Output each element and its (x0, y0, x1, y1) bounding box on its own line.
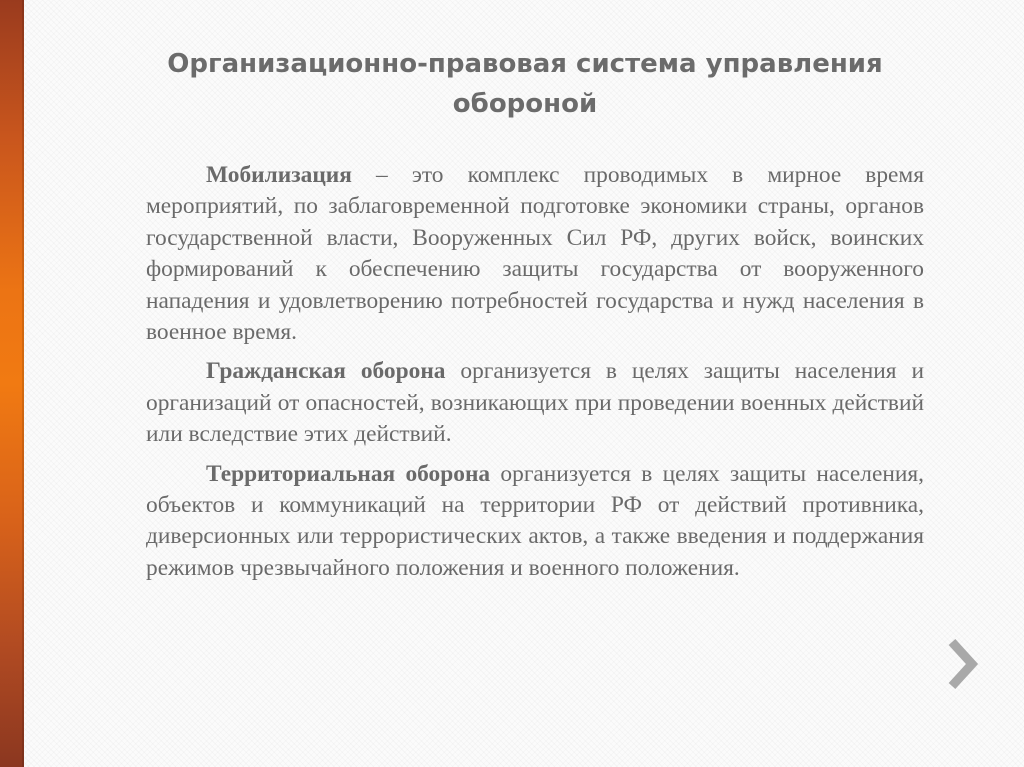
chevron-right-icon (942, 636, 982, 692)
paragraph-mobilization-text: – это комплекс проводимых в мирное время мероприятий, по заблаговременной подготовке экономики страны, органов государственной власти, Вооруженных Сил РФ, других войск, воинских формирований к обеспечению защиты государства от вооруженного нападения и удовлетворению потребностей государства и нужд населения в военное время. (146, 162, 924, 346)
next-slide-button[interactable] (942, 636, 982, 692)
paragraph-civil-defense-text: организуется в целях защиты населения и организаций от опасностей, возникающих при проведении военных действий или вследствие этих действий. (146, 358, 924, 448)
paragraph-mobilization (146, 160, 924, 348)
paragraph-territorial-defense-text: организуется в целях защиты населения, объектов и коммуникаций на территории РФ от действий противника, диверсионных или террористических актов, а также введения и поддержания режимов чрезвычайного положения и военного положения. (146, 460, 924, 581)
term-civil-defense: Гражданская оборона (206, 358, 446, 385)
accent-side-bar (0, 0, 24, 767)
slide-title: Организационно-правовая система управления обороной (167, 49, 883, 119)
term-mobilization: Мобилизация (206, 162, 352, 188)
paragraph-civil-defense (146, 356, 924, 450)
paragraph-territorial-defense (146, 459, 924, 585)
slide-body (146, 160, 924, 592)
term-territorial-defense: Территориальная оборона (206, 460, 491, 487)
